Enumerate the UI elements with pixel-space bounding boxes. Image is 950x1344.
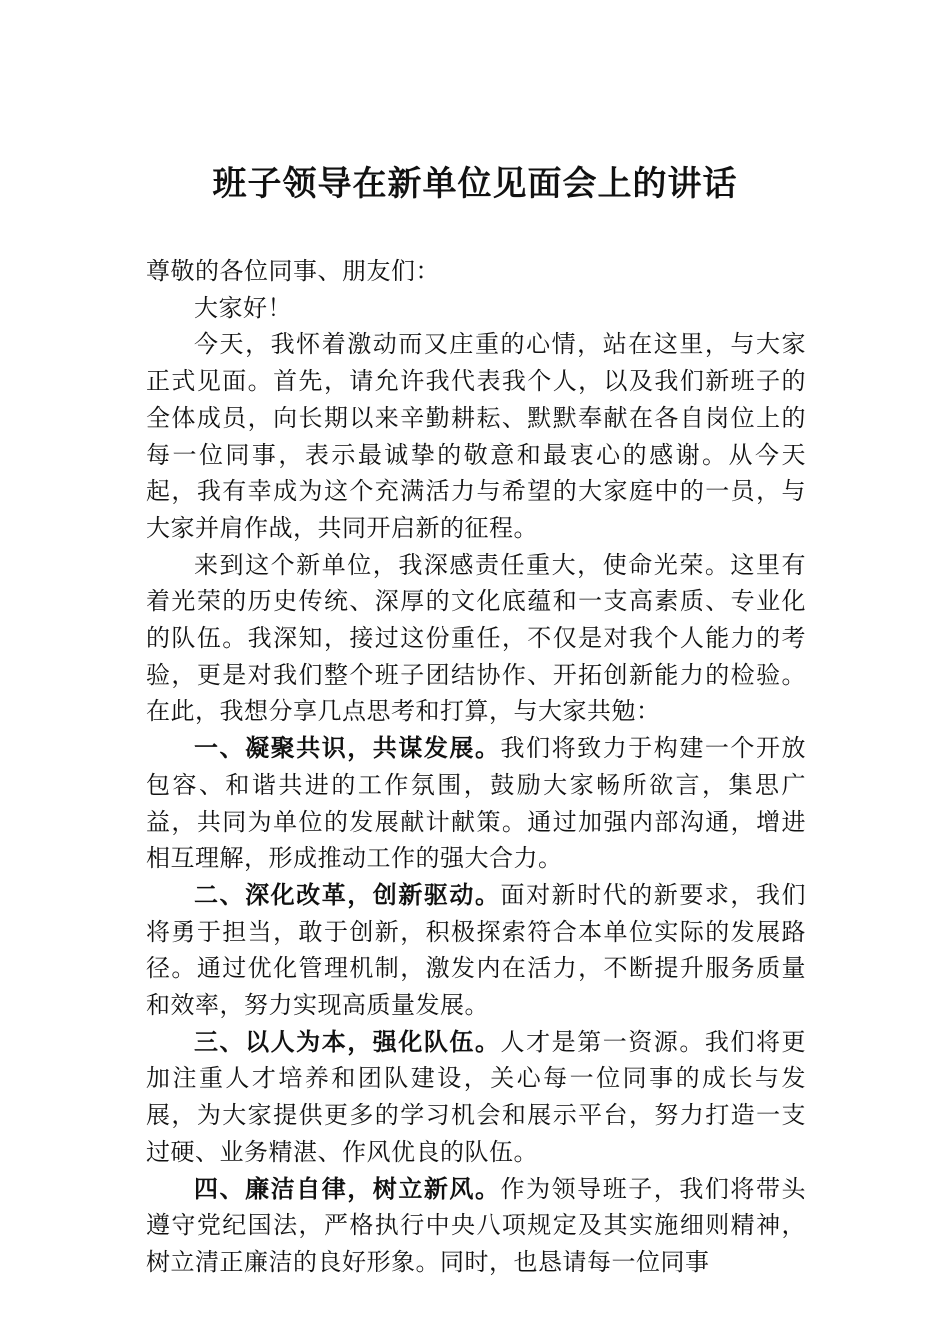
greeting: 大家好！ [194,293,292,322]
paragraph-responsibility: 来到这个新单位，我深感责任重大，使命光荣。这里有着光荣的历史传统、深厚的文化底蕴和一支高素质、专业化的队伍。我深知，接过这份重任，不仅是对我个人能力的考验，更是对我们整个班子团结协作、开拓创新能力的检验。在此，我想分享几点思考和打算，与大家共勉： [146,550,806,726]
point-item [146,877,806,1024]
point-item [146,1024,806,1171]
point-heading: 三、以人为本，强化队伍。 [194,1026,501,1056]
point-text: 面对新时代的新要求，我们将勇于担当，敢于创新，积极探索符合本单位实际的发展路径。通过优化管理机制，激发内在活力，不断提升服务质量和效率，努力实现高质量发展。 [146,880,807,1020]
point-heading: 二、深化改革，创新驱动。 [194,879,501,909]
point-item [146,1171,806,1281]
point-heading: 四、廉洁自律，树立新风。 [194,1173,501,1203]
point-item [146,730,806,877]
point-text: 我们将致力于构建一个开放包容、和谐共进的工作氛围，鼓励大家畅所欲言，集思广益，共同为单位的发展献计献策。通过加强内部沟通，增进相互理解，形成推动工作的强大合力。 [146,734,807,873]
point-text: 人才是第一资源。我们将更加注重人才培养和团队建设，关心每一位同事的成长与发展，为大家提供更多的学习机会和展示平台，努力打造一支过硬、业务精湛、作风优良的队伍。 [146,1027,807,1166]
paragraph-intro: 今天，我怀着激动而又庄重的心情，站在这里，与大家正式见面。首先，请允许我代表我个人，以及我们新班子的全体成员，向长期以来辛勤耕耘、默默奉献在各自岗位上的每一位同事，表示最诚挚的敬意和最衷心的感谢。从今天起，我有幸成为这个充满活力与希望的大家庭中的一员，与大家并肩作战，共同开启新的征程。 [146,330,806,542]
point-text: 作为领导班子，我们将带头遵守党纪国法，严格执行中央八项规定及其实施细则精神，树立清正廉洁的良好形象。同时，也恳请每一位同事 [146,1174,807,1276]
document-body [146,253,806,1281]
document-title: 班子领导在新单位见面会上的讲话 [212,164,738,204]
point-heading: 一、凝聚共识，共谋发展。 [194,733,501,763]
salutation: 尊敬的各位同事、朋友们： [146,257,440,285]
